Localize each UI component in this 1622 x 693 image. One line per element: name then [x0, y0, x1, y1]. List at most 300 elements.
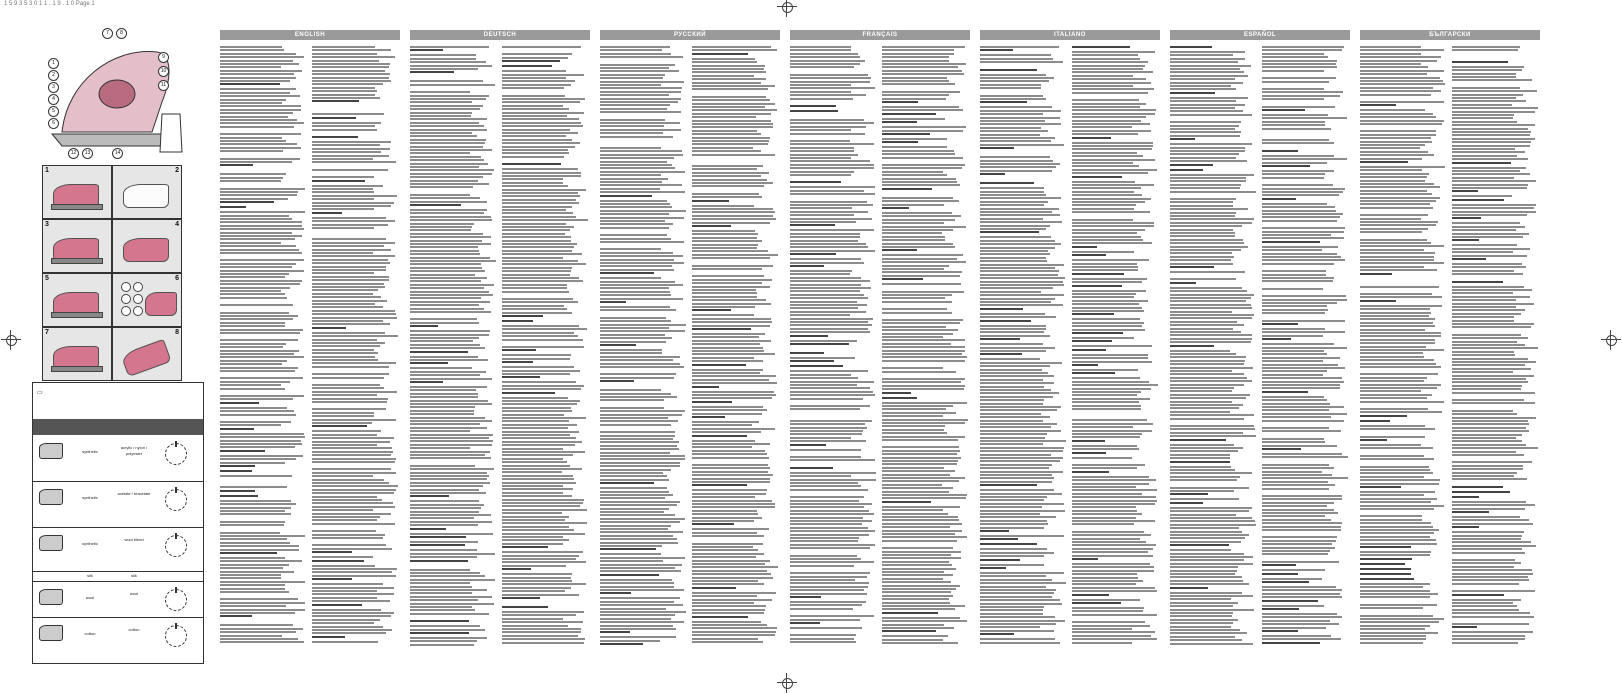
text-line [312, 141, 391, 143]
section-heading-bar [312, 551, 352, 553]
text-line [1072, 58, 1140, 60]
text-line [502, 206, 572, 208]
text-line [1072, 187, 1141, 189]
text-line [312, 451, 393, 453]
text-line [1072, 621, 1145, 623]
text-line [312, 384, 380, 386]
text-line [502, 427, 568, 429]
text-line [312, 188, 373, 190]
text-line [600, 98, 681, 100]
text-line [220, 102, 282, 104]
text-line [1262, 456, 1348, 458]
text-line [1262, 353, 1327, 355]
text-line [1360, 137, 1431, 139]
text-line [410, 84, 495, 86]
text-line [1262, 477, 1348, 479]
text-line [1452, 420, 1528, 422]
text-line [882, 523, 962, 525]
section-heading-bar [312, 117, 356, 119]
text-line [600, 191, 685, 193]
text-line [502, 431, 579, 433]
text-line [410, 553, 495, 555]
text-line [312, 356, 375, 358]
text-line [1452, 148, 1515, 150]
text-line [220, 228, 304, 230]
text-line [410, 108, 480, 110]
text-line [790, 565, 854, 567]
text-line [882, 153, 955, 155]
text-line [410, 270, 485, 272]
text-line [1360, 397, 1427, 399]
text-line [790, 174, 851, 176]
text-line [312, 303, 375, 305]
text-line [502, 212, 573, 214]
text-line [1452, 236, 1523, 238]
text-line [502, 468, 582, 470]
text-line [600, 287, 669, 289]
text-line [502, 551, 583, 553]
section-heading-bar [502, 376, 540, 378]
text-line [600, 262, 684, 264]
section-heading-bar [312, 425, 367, 427]
text-line [220, 500, 291, 502]
text-line [980, 291, 1041, 293]
text-line [410, 61, 486, 63]
text-line [1452, 266, 1526, 268]
text-line [1072, 377, 1140, 379]
text-line [600, 87, 682, 89]
text-line [1170, 150, 1245, 152]
text-line [600, 494, 673, 496]
text-line [790, 506, 864, 508]
text-line [220, 421, 291, 423]
text-line [312, 56, 395, 58]
section-heading-bar [1360, 486, 1401, 488]
section-heading-bar [882, 630, 936, 632]
text-line [410, 274, 475, 276]
text-line [692, 631, 776, 633]
text-line [1072, 232, 1137, 234]
text-line [502, 461, 567, 463]
text-line [1452, 195, 1512, 197]
text-line [692, 450, 765, 452]
text-line [790, 544, 875, 546]
text-line [980, 440, 1066, 442]
text-line [1262, 416, 1331, 418]
callout-5: 5 [48, 106, 59, 117]
text-line [1072, 208, 1134, 210]
section-heading-bar [1072, 452, 1106, 454]
text-line [600, 284, 683, 286]
text-line [220, 147, 301, 149]
text-line [790, 186, 875, 188]
text-line [692, 336, 759, 338]
text-line [1452, 207, 1534, 209]
text-line [1170, 107, 1235, 109]
text-line [220, 510, 285, 512]
text-line [410, 95, 489, 97]
text-line [790, 638, 854, 640]
text-line [312, 49, 391, 51]
text-line [1072, 106, 1140, 108]
text-line [1262, 374, 1323, 376]
text-line [312, 313, 396, 315]
text-line [220, 584, 285, 586]
text-line [692, 254, 778, 256]
text-line [790, 420, 872, 422]
text-line [1360, 618, 1444, 620]
section-heading-bar [1170, 544, 1229, 546]
text-line [790, 277, 861, 279]
text-line [502, 539, 569, 541]
text-line [220, 109, 301, 111]
text-line [410, 277, 487, 279]
text-line [692, 612, 764, 614]
text-line [1072, 580, 1143, 582]
text-line [980, 406, 1061, 408]
text-line [1360, 366, 1441, 368]
text-line [1452, 472, 1517, 474]
text-line [220, 346, 283, 348]
text-line [882, 617, 960, 619]
column-header-espanol: ESPAÑOL [1170, 30, 1350, 40]
text-line [790, 513, 874, 515]
text-line [1452, 465, 1523, 467]
text-line [1170, 242, 1244, 244]
text-line [1170, 559, 1244, 561]
text-line [220, 635, 282, 637]
text-line [502, 182, 563, 184]
text-line [882, 571, 944, 573]
text-line [882, 339, 965, 341]
text-line [980, 270, 1059, 272]
text-line [502, 219, 588, 221]
text-line [980, 450, 1063, 452]
text-line [1170, 394, 1250, 396]
text-line [220, 410, 294, 412]
text-line [1072, 419, 1147, 421]
text-line [220, 191, 298, 193]
text-line [1170, 58, 1245, 60]
text-line [220, 283, 300, 285]
text-line [502, 216, 576, 218]
text-line [980, 474, 1052, 476]
section-heading-bar [1072, 349, 1106, 351]
text-line [1072, 194, 1142, 196]
text-line [220, 571, 294, 573]
text-line [312, 63, 390, 65]
text-line [1262, 420, 1344, 422]
section-heading-bar [410, 49, 443, 51]
section-heading-bar [1170, 461, 1230, 463]
text-line [882, 429, 944, 431]
text-line [600, 399, 664, 401]
text-line [1170, 598, 1231, 600]
text-line [502, 291, 569, 293]
text-line [1072, 222, 1154, 224]
text-line [312, 622, 374, 624]
text-line [600, 150, 682, 152]
text-line [1072, 325, 1142, 327]
text-line [790, 287, 871, 289]
text-line [600, 462, 680, 464]
text-line [312, 252, 373, 254]
section-heading-bar [410, 204, 461, 206]
text-line [980, 616, 1055, 618]
text-line [1072, 281, 1142, 283]
text-line [1360, 346, 1426, 348]
text-line [1452, 371, 1513, 373]
text-line [502, 642, 584, 644]
text-line [692, 573, 771, 575]
text-line [882, 378, 965, 380]
text-line [882, 557, 961, 559]
text-line [692, 109, 777, 111]
text-line [980, 516, 1056, 518]
text-line [692, 137, 770, 139]
text-line [692, 244, 758, 246]
text-line [692, 583, 764, 585]
text-line [410, 186, 473, 188]
text-line [1360, 325, 1435, 327]
text-line [502, 526, 569, 528]
text-line [502, 448, 563, 450]
text-line [790, 615, 874, 617]
text-line [692, 165, 763, 167]
text-line [1360, 144, 1425, 146]
text-line [980, 137, 1055, 139]
text-line [1262, 593, 1340, 595]
text-line [220, 414, 296, 416]
text-line [790, 311, 866, 313]
text-line [692, 205, 754, 207]
text-line [882, 460, 958, 462]
text-line [1170, 487, 1249, 489]
text-line [1072, 394, 1137, 396]
text-line [410, 284, 494, 286]
section-heading-bar [692, 309, 731, 311]
text-line [220, 88, 296, 90]
section-heading-bar [980, 147, 1014, 149]
text-line [600, 298, 683, 300]
text-line [692, 150, 761, 152]
section-heading-bar [1262, 608, 1299, 610]
text-line [1360, 455, 1424, 457]
text-line [882, 56, 949, 58]
text-line [1262, 509, 1334, 511]
text-line [1072, 307, 1142, 309]
text-line [1072, 496, 1156, 498]
text-line [980, 520, 1047, 522]
text-line [1170, 104, 1245, 106]
text-line [980, 564, 1044, 566]
text-line [692, 130, 757, 132]
text-line [1170, 100, 1236, 102]
text-line [790, 171, 854, 173]
text-line [220, 290, 281, 292]
text-line [600, 491, 669, 493]
text-line [502, 366, 574, 368]
text-line [502, 385, 584, 387]
text-line [312, 519, 377, 521]
text-line [220, 407, 287, 409]
text-line [600, 363, 680, 365]
text-line [1452, 434, 1522, 436]
text-line [882, 494, 967, 496]
text-line [220, 605, 286, 607]
text-line [410, 359, 488, 361]
text-line [1170, 125, 1239, 127]
text-line [1170, 114, 1252, 116]
text-line [600, 119, 665, 121]
text-line [312, 609, 381, 611]
section-heading-bar [600, 380, 634, 382]
text-line [600, 178, 668, 180]
text-line [502, 482, 576, 484]
text-line [502, 495, 572, 497]
text-line [1360, 642, 1423, 644]
text-line [1170, 249, 1241, 251]
text-line [502, 274, 570, 276]
text-line [600, 174, 661, 176]
text-line [1170, 350, 1230, 352]
text-line [502, 397, 568, 399]
text-line [790, 246, 868, 248]
text-line [502, 280, 583, 282]
text-line [220, 443, 302, 445]
text-line [790, 456, 861, 458]
text-line [1452, 531, 1524, 533]
text-line [980, 335, 1050, 337]
text-line [980, 548, 1047, 550]
text-line [1360, 436, 1425, 438]
text-line [790, 328, 868, 330]
text-line [882, 319, 963, 321]
text-line [1452, 602, 1513, 604]
text-line [312, 362, 396, 364]
text-line [1170, 324, 1244, 326]
text-line [1170, 609, 1254, 611]
text-line [600, 188, 660, 190]
text-line [502, 583, 586, 585]
text-line [410, 465, 475, 467]
text-line [1262, 194, 1339, 196]
text-line [1262, 638, 1341, 640]
text-line [220, 73, 294, 75]
text-line [790, 129, 851, 131]
text-line [1262, 231, 1344, 233]
text-line [1170, 191, 1256, 193]
text-line [790, 56, 860, 58]
text-line [220, 56, 304, 58]
text-line [980, 403, 1043, 405]
text-line [502, 424, 577, 426]
text-line [1360, 508, 1434, 510]
text-line [1452, 361, 1536, 363]
text-line [1170, 61, 1238, 63]
text-line [790, 423, 865, 425]
text-line [1452, 468, 1523, 470]
text-line [692, 532, 757, 534]
text-line [1072, 381, 1149, 383]
column-deutsch [410, 30, 590, 675]
text-line [882, 197, 953, 199]
text-line [502, 98, 585, 100]
text-line [502, 475, 573, 477]
text-line [1170, 380, 1252, 382]
text-line [1072, 103, 1146, 105]
text-line [882, 484, 942, 486]
text-line [1452, 559, 1515, 561]
section-heading-bar [692, 523, 734, 525]
text-line [1170, 287, 1242, 289]
text-line [882, 564, 952, 566]
section-heading-bar [790, 444, 826, 446]
text-line [410, 294, 493, 296]
text-line [790, 301, 857, 303]
registration-mark-left [4, 333, 18, 347]
section-heading-bar [220, 490, 255, 492]
text-line [312, 352, 378, 354]
text-line [692, 605, 766, 607]
text-line [410, 54, 476, 56]
text-line [312, 83, 383, 85]
text-line [1360, 532, 1434, 534]
text-line [692, 237, 757, 239]
text-line [882, 346, 965, 348]
text-line [1452, 451, 1516, 453]
text-line [600, 352, 662, 354]
text-line [1170, 643, 1253, 645]
text-line [502, 142, 580, 144]
text-line [1452, 158, 1528, 160]
text-line [410, 637, 487, 639]
text-line [1072, 169, 1157, 171]
text-line [410, 629, 485, 631]
text-line [882, 80, 949, 82]
text-line [1072, 635, 1151, 637]
section-heading-bar [410, 351, 468, 353]
text-line [1360, 305, 1442, 307]
text-line [980, 120, 1045, 122]
text-line [790, 405, 870, 407]
column-text-italiano [980, 44, 1160, 654]
text-line [1072, 236, 1141, 238]
text-line [882, 425, 945, 427]
section-heading-bar [1262, 564, 1296, 566]
section-heading-bar [410, 536, 466, 538]
text-line [790, 304, 867, 306]
text-line [790, 81, 870, 83]
section-heading-bar [502, 546, 548, 548]
text-line [1072, 610, 1143, 612]
text-line [882, 480, 959, 482]
text-line [1360, 218, 1421, 220]
text-line [220, 588, 285, 590]
column-text-deutsch [410, 44, 590, 654]
text-line [502, 509, 587, 511]
text-line [1360, 479, 1440, 481]
text-line [600, 542, 678, 544]
text-line [1262, 331, 1345, 333]
text-line [600, 349, 662, 351]
text-line [502, 185, 568, 187]
text-line [1262, 203, 1327, 205]
text-line [1262, 335, 1323, 337]
text-line [790, 53, 858, 55]
text-line [980, 409, 1057, 411]
text-line [1452, 375, 1534, 377]
